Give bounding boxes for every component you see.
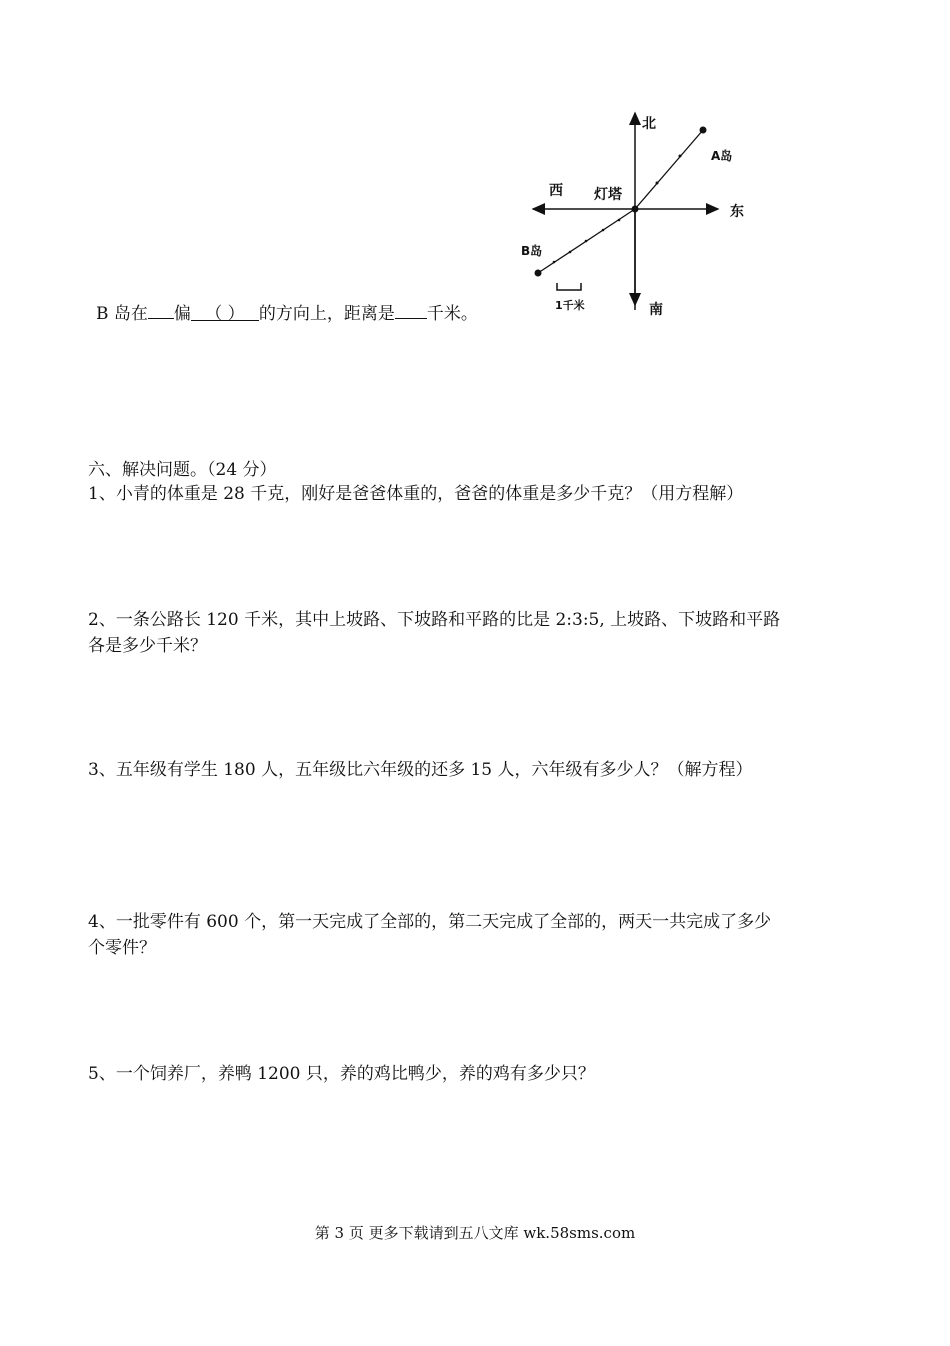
- scale-bar: [557, 283, 581, 290]
- b-question-part4: 千米。: [426, 304, 478, 324]
- angle-blank[interactable]: [191, 302, 259, 324]
- question-1: 1、小青的体重是 28 千克，刚好是爸爸体重的，爸爸的体重是多少千克？（用方程解）: [88, 484, 744, 504]
- b-tick-5: [553, 261, 556, 264]
- question-4-line1: 4、一批零件有 600 个，第一天完成了全部的，第二天完成了全部的，两天一共完成了多少: [88, 912, 772, 932]
- section-title: 六、解决问题。（24 分）: [88, 460, 277, 480]
- b-question-part1: B 岛在: [96, 304, 148, 324]
- direction-diagram: [520, 105, 760, 320]
- line-to-a-island: [635, 130, 703, 209]
- question-3: 3、五年级有学生 180 人，五年级比六年级的还多 15 人，六年级有多少人？（解方程）: [88, 760, 753, 780]
- south-label: 南: [649, 302, 663, 318]
- scale-label: 1千米: [555, 299, 585, 312]
- b-tick-3: [585, 240, 588, 243]
- b-tick-2: [602, 229, 605, 232]
- question-2-line1: 2、一条公路长 120 千米，其中上坡路、下坡路和平路的比是 2:3:5, 上坡路、下坡路和平路: [88, 610, 781, 630]
- distance-blank[interactable]: [395, 300, 427, 319]
- lighthouse-point: [632, 206, 639, 213]
- b-tick-4: [569, 251, 572, 254]
- b-question-part3: 的方向上，距离是: [258, 304, 395, 324]
- b-island-label: B岛: [521, 244, 543, 258]
- a-island-label: A岛: [711, 149, 733, 163]
- question-2-line2: 各是多少千米？: [88, 636, 207, 656]
- b-island-point: [535, 270, 542, 277]
- west-label: 西: [549, 183, 563, 199]
- question-4-line2: 个零件？: [88, 938, 156, 958]
- b-tick-1: [618, 219, 621, 222]
- lighthouse-label: 灯塔: [594, 187, 622, 203]
- page-footer: 第 3 页 更多下载请到五八文库 wk.58sms.com: [314, 1224, 636, 1242]
- a-tick-2: [679, 155, 682, 158]
- question-5: 5、一个饲养厂，养鸭 1200 只，养的鸡比鸭少，养的鸡有多少只？: [88, 1064, 595, 1084]
- east-label: 东: [730, 204, 744, 220]
- b-island-question: [96, 300, 478, 326]
- direction-blank-1[interactable]: [148, 300, 174, 319]
- angle-paren: （ ）: [205, 304, 245, 324]
- a-island-point: [700, 127, 707, 134]
- b-question-part2: 偏: [173, 304, 191, 324]
- north-label: 北: [642, 116, 656, 132]
- a-tick-1: [656, 182, 659, 185]
